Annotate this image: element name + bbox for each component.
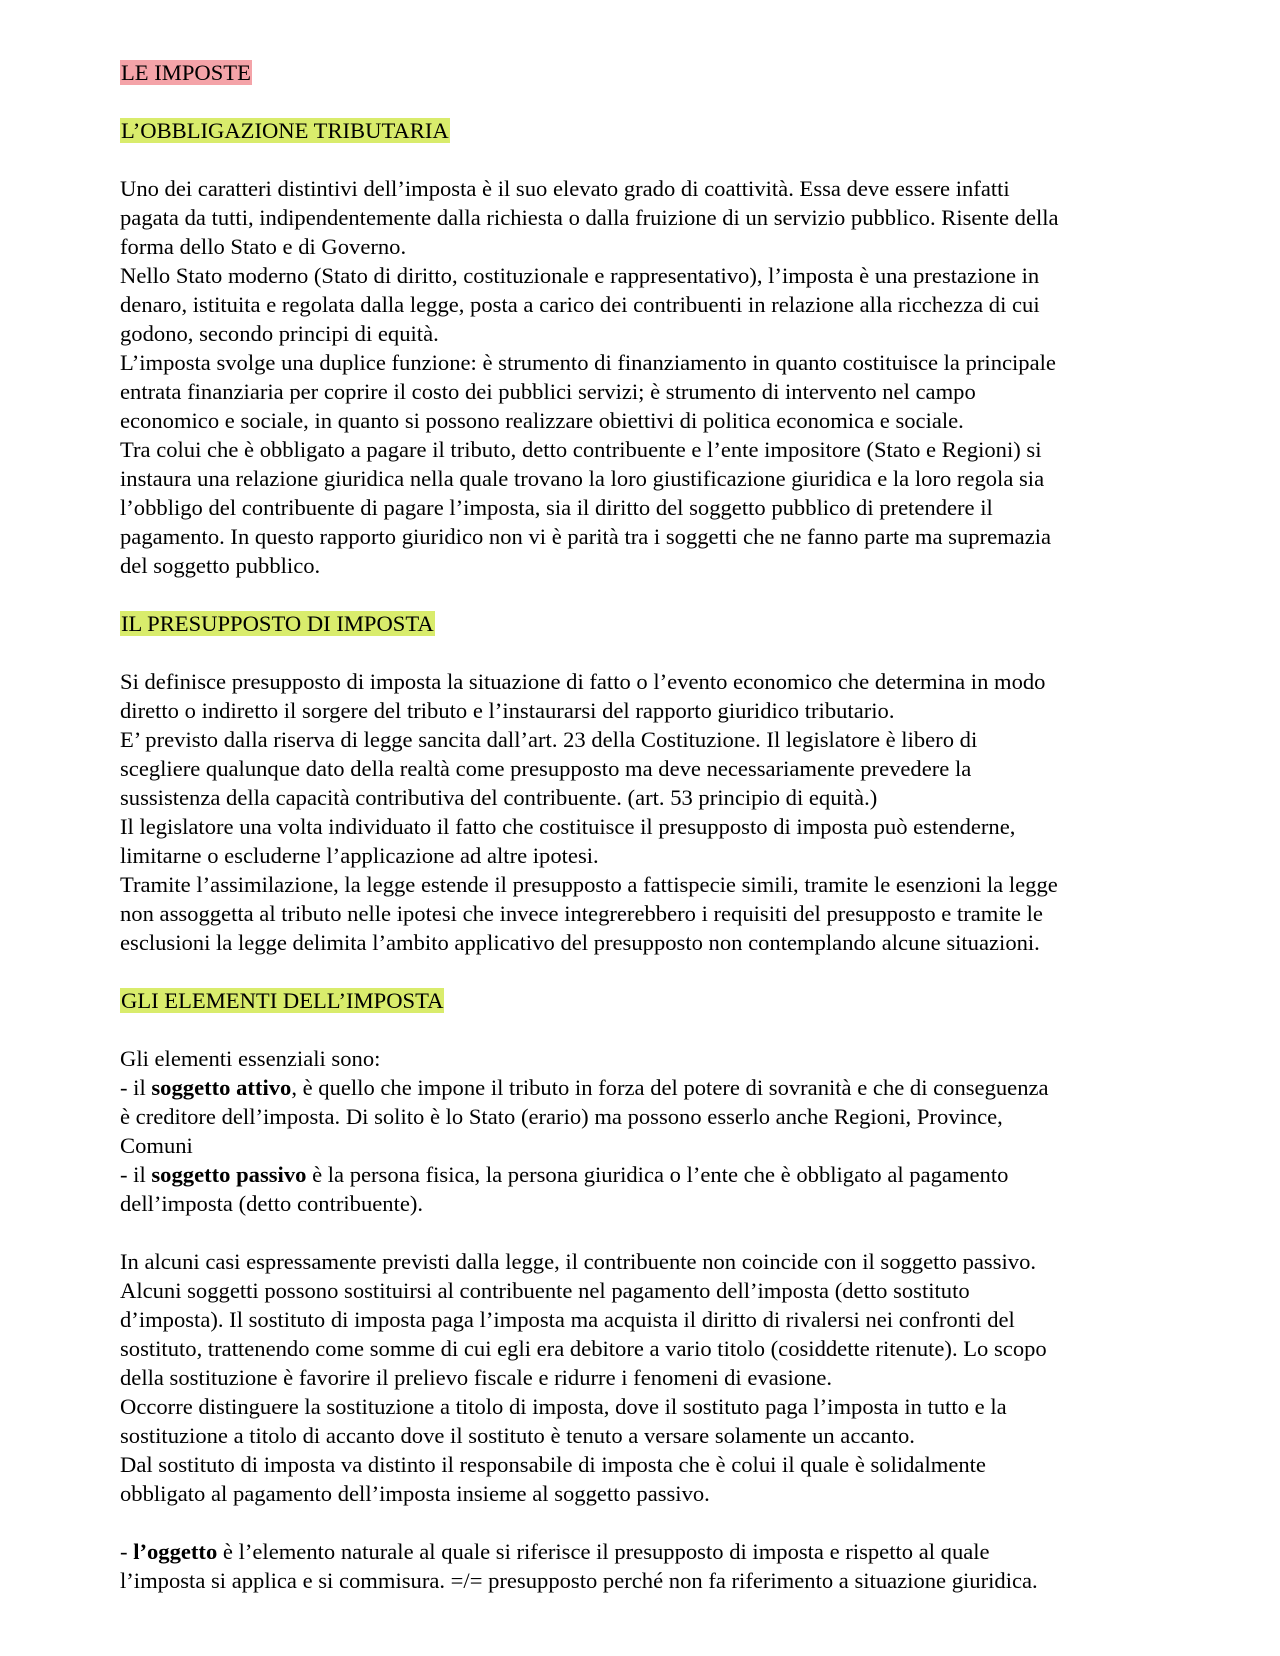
text-line: L’imposta svolge una duplice funzione: è strumento di finanziamento in quanto costituisce la principale: [120, 350, 1056, 375]
text-line: l’imposta si applica e si commisura. =/= presupposto perché non fa riferimento a situazione giuridica.: [120, 1568, 1038, 1593]
text-line: [120, 1537, 1160, 1566]
text-line: Occorre distinguere la sostituzione a titolo di imposta, dove il sostituto paga l’imposta in tutto e la: [120, 1394, 1007, 1419]
list-prefix: - il: [120, 1075, 152, 1100]
text-line: sussistenza della capacità contributiva del contribuente. (art. 53 principio di equità.): [120, 785, 878, 810]
text-line: pagamento. In questo rapporto giuridico non vi è parità tra i soggetti che ne fanno parte ma supremazia: [120, 524, 1052, 549]
term-soggetto-passivo: soggetto passivo: [151, 1162, 307, 1187]
section-heading-elementi: [120, 986, 1160, 1015]
text-line: Nello Stato moderno (Stato di diritto, costituzionale e rappresentativo), l’imposta è una prestazione in: [120, 263, 1040, 288]
text-line: Comuni: [120, 1133, 193, 1158]
text-line: [120, 1160, 1160, 1189]
text-line: limitarne o escluderne l’applicazione ad altre ipotesi.: [120, 843, 599, 868]
text-line: Dal sostituto di imposta va distinto il responsabile di imposta che è colui il quale è solidalmente: [120, 1452, 986, 1477]
text-line: d’imposta). Il sostituto di imposta paga l’imposta ma acquista il diritto di rivalersi nei confronti del: [120, 1307, 1015, 1332]
text-line: Gli elementi essenziali sono:: [120, 1046, 381, 1071]
text-line: denaro, istituita e regolata dalla legge, posta a carico dei contribuenti in relazione alla ricchezza di cui: [120, 292, 1040, 317]
term-oggetto: l’oggetto: [133, 1539, 218, 1564]
text-line: è creditore dell’imposta. Di solito è lo Stato (erario) ma possono esserlo anche Regioni, Province,: [120, 1104, 1003, 1129]
section-heading-presupposto: [120, 609, 1160, 638]
definition-text: è la persona fisica, la persona giuridica o l’ente che è obbligato al pagamento: [306, 1162, 1009, 1187]
heading-highlight: GLI ELEMENTI DELL’IMPOSTA: [121, 988, 444, 1013]
text-line: sostituto, trattenendo come somme di cui egli era debitore a vario titolo (cosiddette ritenute). Lo scopo: [120, 1336, 1047, 1361]
text-line: [120, 1073, 1160, 1102]
heading-highlight: IL PRESUPPOSTO DI IMPOSTA: [121, 611, 434, 636]
section-body-obbligazione: [120, 174, 1160, 580]
text-line: Alcuni soggetti possono sostituirsi al contribuente nel pagamento dell’imposta (detto sostituto: [120, 1278, 970, 1303]
definition-text: è l’elemento naturale al quale si riferisce il presupposto di imposta e rispetto al quale: [217, 1539, 990, 1564]
text-line: economico e sociale, in quanto si possono realizzare obiettivi di politica economica e sociale.: [120, 408, 964, 433]
heading-highlight: L’OBBLIGAZIONE TRIBUTARIA: [121, 118, 449, 143]
list-item-soggetto-attivo: [120, 1073, 1160, 1160]
text-line: forma dello Stato e di Governo.: [120, 234, 407, 259]
list-item-oggetto: [120, 1537, 1160, 1595]
text-line: Si definisce presupposto di imposta la situazione di fatto o l’evento economico che determina in modo: [120, 669, 1046, 694]
text-line: entrata finanziaria per coprire il costo dei pubblici servizi; è strumento di intervento nel campo: [120, 379, 976, 404]
paragraph-sostituto: [120, 1247, 1160, 1508]
definition-text: , è quello che impone il tributo in forza del potere di sovranità e che di conseguenza: [291, 1075, 1049, 1100]
title-highlight: LE IMPOSTE: [121, 60, 251, 85]
term-soggetto-attivo: soggetto attivo: [151, 1075, 292, 1100]
list-prefix: -: [120, 1539, 134, 1564]
section-heading-obbligazione: [120, 116, 1160, 145]
text-line: non assoggetta al tributo nelle ipotesi che invece integrerebbero i requisiti del presupposto e tramite le: [120, 901, 1043, 926]
text-line: instaura una relazione giuridica nella quale trovano la loro giustificazione giuridica e la loro regola sia: [120, 466, 1045, 491]
section-body-presupposto: [120, 667, 1160, 957]
text-line: obbligato al pagamento dell’imposta insieme al soggetto passivo.: [120, 1481, 710, 1506]
text-line: pagata da tutti, indipendentemente dalla richiesta o dalla fruizione di un servizio pubblico. Risente della: [120, 205, 1059, 230]
text-line: Tramite l’assimilazione, la legge estende il presupposto a fattispecie simili, tramite le esenzioni la legge: [120, 872, 1058, 897]
text-line: del soggetto pubblico.: [120, 553, 321, 578]
text-line: Il legislatore una volta individuato il fatto che costituisce il presupposto di imposta può estenderne,: [120, 814, 1016, 839]
text-line: diretto o indiretto il sorgere del tributo e l’instaurarsi del rapporto giuridico tributario.: [120, 698, 895, 723]
text-line: E’ previsto dalla riserva di legge sancita dall’art. 23 della Costituzione. Il legislatore è libero di: [120, 727, 978, 752]
text-line: l’obbligo del contribuente di pagare l’imposta, sia il diritto del soggetto pubblico di pretendere il: [120, 495, 993, 520]
text-line: godono, secondo principi di equità.: [120, 321, 439, 346]
list-item-soggetto-passivo: [120, 1160, 1160, 1218]
text-line: scegliere qualunque dato della realtà come presupposto ma deve necessariamente prevedere la: [120, 756, 972, 781]
text-line: Tra colui che è obbligato a pagare il tributo, detto contribuente e l’ente impositore (Stato e Regioni) si: [120, 437, 1042, 462]
document-title: [120, 58, 1160, 87]
text-line: Uno dei caratteri distintivi dell’imposta è il suo elevato grado di coattività. Essa deve essere infatti: [120, 176, 1010, 201]
list-prefix: - il: [120, 1162, 152, 1187]
section-body-elementi: [120, 1044, 1160, 1595]
text-line: esclusioni la legge delimita l’ambito applicativo del presupposto non contemplando alcune situazioni.: [120, 930, 1040, 955]
text-line: In alcuni casi espressamente previsti dalla legge, il contribuente non coincide con il soggetto passivo.: [120, 1249, 1037, 1274]
text-line: sostituzione a titolo di accanto dove il sostituto è tenuto a versare solamente un accanto.: [120, 1423, 915, 1448]
text-line: dell’imposta (detto contribuente).: [120, 1191, 424, 1216]
text-line: della sostituzione è favorire il prelievo fiscale e ridurre i fenomeni di evasione.: [120, 1365, 833, 1390]
